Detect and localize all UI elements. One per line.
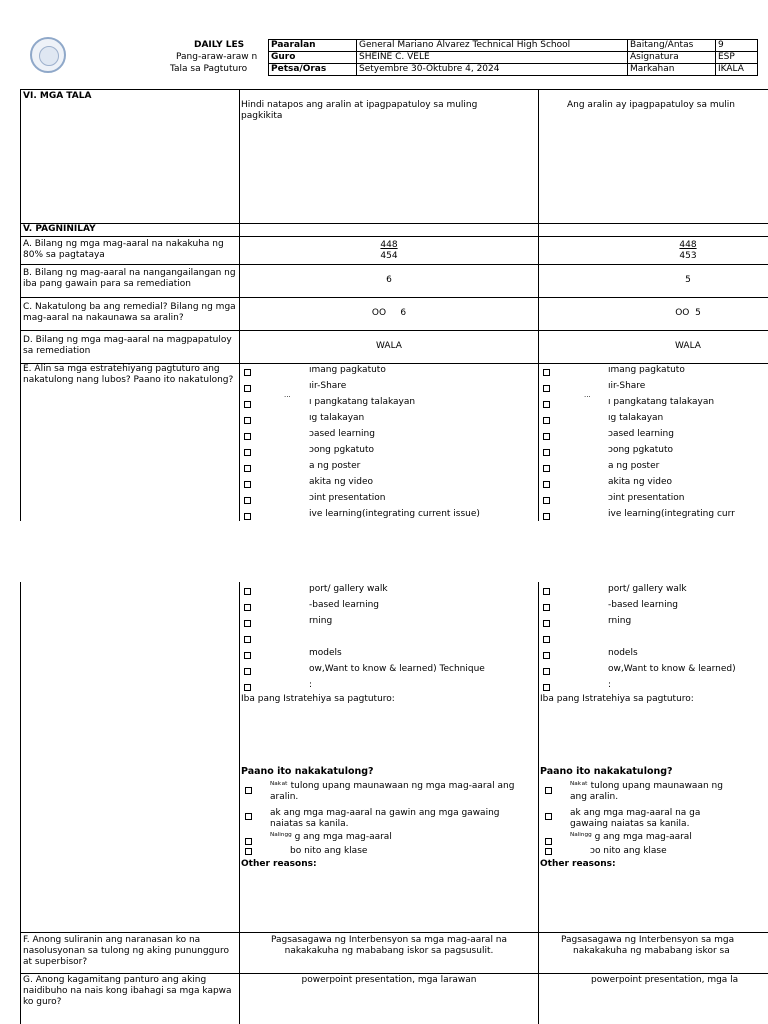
paano-item-3: ᴺᵃˡⁱⁿᵍᵍ g ang mga mag-aaral	[270, 832, 392, 842]
strategy-checkbox[interactable]	[244, 604, 251, 611]
row-f-col2-line1: Pagsasagawa ng Interbensyon sa mga	[561, 935, 735, 945]
strategy-checkbox[interactable]	[244, 449, 251, 456]
asignatura-label: Asignatura	[630, 52, 679, 62]
markahan-value: IKALA	[718, 64, 744, 74]
strategy-checkbox[interactable]	[244, 433, 251, 440]
strategy-label: ıir-Share	[608, 381, 646, 391]
paano-checkbox-4[interactable]	[245, 848, 252, 855]
paano2-checkbox-3[interactable]	[545, 838, 552, 845]
strategy-label: rning	[608, 616, 632, 626]
strategy-label: nodels	[608, 648, 638, 658]
iba-pang-col1: Iba pang Istratehiya sa pagtuturo:	[241, 694, 395, 704]
paano2-item-3: ᴺᵃˡⁱⁿᵍᵍ g ang mga mag-aaral	[570, 832, 692, 842]
strategy-label: -based learning	[608, 600, 678, 610]
strategy-checkbox[interactable]	[244, 417, 251, 424]
mga-tala-heading: VI. MGA TALA	[23, 91, 92, 101]
row-e-label: E. Alin sa mga estratehiyang pagtuturo ang nakatulong nang lubos? Paano ito nakatulong?	[23, 364, 234, 385]
row-g-col2: powerpoint presentation, mga la	[591, 975, 739, 985]
paano-checkbox-1[interactable]	[245, 787, 252, 794]
strategy-checkbox[interactable]	[543, 417, 550, 424]
strategy-label: ɔased learning	[309, 429, 375, 439]
deped-seal-logo	[30, 37, 66, 73]
strategy-label: ı pangkatang talakayan	[309, 397, 416, 407]
strategy-label: ive learning(integrating curr	[608, 509, 735, 519]
row-a-col1-top: 448	[380, 240, 398, 250]
row-f-col1: Pagsasagawa ng Interbensyon sa mga mag-aaral na nakakakuha ng mababang iskor sa pagsusulit.	[270, 935, 508, 956]
paano2-item-2: ak ang mga mag-aaral na ga	[570, 808, 701, 818]
row-f-label: F. Anong suliranin ang naranasan ko na nasolusyonan sa tulong ng aking punungguro at superbisor?	[23, 935, 229, 967]
row-d-col2: WALA	[675, 341, 701, 351]
strategy-label: ıg talakayan	[608, 413, 664, 423]
strategy-checkbox[interactable]	[244, 497, 251, 504]
strategy-label: akita ng video	[608, 477, 672, 487]
strategy-label: :	[309, 680, 313, 690]
strategy-checkbox[interactable]	[543, 401, 550, 408]
strategy-label: ɔint presentation	[608, 493, 685, 503]
row-c-label: C. Nakatulong ba ang remedial? Bilang ng mga mag-aaral na nakaunawa sa aralin?	[23, 302, 236, 323]
paano2-checkbox-4[interactable]	[545, 848, 552, 855]
strategy-checkbox[interactable]	[543, 385, 550, 392]
strategy-label: ive learning(integrating current issue)	[309, 509, 480, 519]
paano-title-col2: Paano ito nakakatulong?	[540, 766, 673, 777]
strategy-checkbox[interactable]	[244, 652, 251, 659]
strategy-checkbox[interactable]	[244, 684, 251, 691]
title-line-1: DAILY LES	[194, 40, 245, 50]
strategy-label: a ng poster	[608, 461, 660, 471]
strategy-label: port/ gallery walk	[608, 584, 687, 594]
petsa-value: Setyembre 30-Oktubre 4, 2024	[359, 64, 500, 74]
strategy-label: ɔong pgkatuto	[309, 445, 374, 455]
strategy-checkbox[interactable]	[543, 636, 550, 643]
row-d-label: D. Bilang ng mga mag-aaral na magpapatuloy sa remediation	[23, 335, 232, 356]
row-f-col2-line2: nakakakuha ng mababang iskor sa	[573, 946, 730, 956]
pagninilay-heading: V. PAGNINILAY	[23, 224, 96, 234]
iba-pang-col2: Iba pang Istratehiya sa pagtuturo:	[540, 694, 694, 704]
petsa-label: Petsa/Oras	[271, 64, 327, 74]
strategy-checkbox[interactable]	[244, 636, 251, 643]
row-a-col1-bottom: 454	[380, 251, 398, 261]
strategy-label: ımang pagkatuto	[309, 365, 386, 375]
strategy-checkbox[interactable]	[543, 449, 550, 456]
paano-item-2: ak ang mga mag-aaral na gawin ang mga gawaing naiatas sa kanila.	[270, 808, 500, 829]
strategy-checkbox[interactable]	[244, 513, 251, 520]
row-e-ellipsis-col2: ...	[584, 391, 591, 399]
row-a-col2-bottom: 453	[679, 251, 697, 261]
title-line-3: Tala sa Pagtuturo	[170, 64, 248, 74]
guro-value: SHEINE C. VELE	[359, 52, 430, 62]
strategy-label: rning	[309, 616, 333, 626]
strategy-label: ɔong pgkatuto	[608, 445, 673, 455]
paaralan-label: Paaralan	[271, 40, 316, 50]
strategy-checkbox[interactable]	[543, 604, 550, 611]
paano-title-col1: Paano ito nakakatulong?	[241, 766, 374, 777]
strategy-checkbox[interactable]	[543, 588, 550, 595]
paano-checkbox-3[interactable]	[245, 838, 252, 845]
strategy-checkbox[interactable]	[244, 620, 251, 627]
strategy-checkbox[interactable]	[244, 385, 251, 392]
strategy-checkbox[interactable]	[543, 433, 550, 440]
asignatura-value: ESP	[718, 52, 735, 62]
baitang-value: 9	[718, 40, 724, 50]
strategy-checkbox[interactable]	[244, 668, 251, 675]
strategy-label: ıir-Share	[309, 381, 347, 391]
row-c-col1: OO 6	[371, 308, 407, 318]
strategy-checkbox[interactable]	[244, 588, 251, 595]
paano2-item-4: ɔo nito ang klase	[590, 846, 667, 856]
strategy-checkbox[interactable]	[543, 652, 550, 659]
paano-item-1: ᴺᵃᵏᵃᵗ tulong upang maunawaan ng mga mag-aaral ang aralin.	[270, 781, 515, 802]
baitang-label: Baitang/Antas	[630, 40, 694, 50]
strategy-checkbox[interactable]	[543, 668, 550, 675]
other-reasons-col1: Other reasons:	[241, 859, 317, 869]
row-g-label: G. Anong kagamitang panturo ang aking naidibuho na nais kong ibahagi sa mga kapwa ko guro?	[23, 975, 232, 1007]
strategy-checkbox[interactable]	[244, 369, 251, 376]
mga-tala-col2: Ang aralin ay ipagpapatuloy sa mulin	[567, 100, 735, 110]
row-d-col1: WALA	[376, 341, 402, 351]
strategy-checkbox[interactable]	[543, 684, 550, 691]
paano2-item-1b: ang aralin.	[570, 792, 619, 802]
row-b-col1: 6	[386, 275, 392, 285]
strategy-checkbox[interactable]	[543, 620, 550, 627]
title-line-2: Pang-araw-araw n	[176, 52, 258, 62]
strategy-label: akita ng video	[309, 477, 373, 487]
strategy-checkbox[interactable]	[244, 401, 251, 408]
paaralan-value: General Mariano Alvarez Technical High School	[359, 40, 571, 50]
other-reasons-col2: Other reasons:	[540, 859, 616, 869]
paano2-item-2b: gawaing naiatas sa kanila.	[570, 819, 690, 829]
strategy-label: :	[608, 680, 612, 690]
strategy-label: ıg talakayan	[309, 413, 365, 423]
row-g-col1: powerpoint presentation, mga larawan	[301, 975, 477, 985]
row-b-col2: 5	[685, 275, 691, 285]
paano2-item-1: ᴺᵃᵏᵃᵗ tulong upang maunawaan ng	[570, 781, 723, 791]
strategy-label: ı pangkatang talakayan	[608, 397, 715, 407]
strategy-checkbox[interactable]	[543, 481, 550, 488]
strategy-checkbox[interactable]	[543, 465, 550, 472]
paano2-checkbox-1[interactable]	[545, 787, 552, 794]
paano-item-4: bo nito ang klase	[290, 846, 368, 856]
guro-label: Guro	[271, 52, 296, 62]
strategy-checkbox[interactable]	[244, 465, 251, 472]
mga-tala-col1: Hindi natapos ang aralin at ipagpapatuloy sa muling pagkikita	[241, 100, 478, 121]
strategy-checkbox[interactable]	[543, 513, 550, 520]
strategy-label: ımang pagkatuto	[608, 365, 685, 375]
strategy-label: models	[309, 648, 342, 658]
strategy-label: ɔint presentation	[309, 493, 386, 503]
row-c-col2: OO 5	[675, 308, 701, 318]
paano2-checkbox-2[interactable]	[545, 813, 552, 820]
row-a-label: A. Bilang ng mga mag-aaral na nakakuha ng 80% sa pagtataya	[23, 239, 224, 260]
paano-checkbox-2[interactable]	[245, 813, 252, 820]
strategy-checkbox[interactable]	[543, 497, 550, 504]
strategy-label: ɔased learning	[608, 429, 674, 439]
strategy-label: port/ gallery walk	[309, 584, 388, 594]
row-a-col2-top: 448	[679, 240, 697, 250]
strategy-checkbox[interactable]	[244, 481, 251, 488]
strategy-label: -based learning	[309, 600, 379, 610]
row-e-ellipsis-col1: ...	[284, 391, 291, 399]
strategy-label: a ng poster	[309, 461, 361, 471]
strategy-label: ow,Want to know & learned)	[608, 664, 736, 674]
markahan-label: Markahan	[630, 64, 675, 74]
row-b-label: B. Bilang ng mag-aaral na nangangailangan ng iba pang gawain para sa remediation	[23, 268, 236, 289]
strategy-label: ow,Want to know & learned) Technique	[309, 664, 485, 674]
strategy-checkbox[interactable]	[543, 369, 550, 376]
